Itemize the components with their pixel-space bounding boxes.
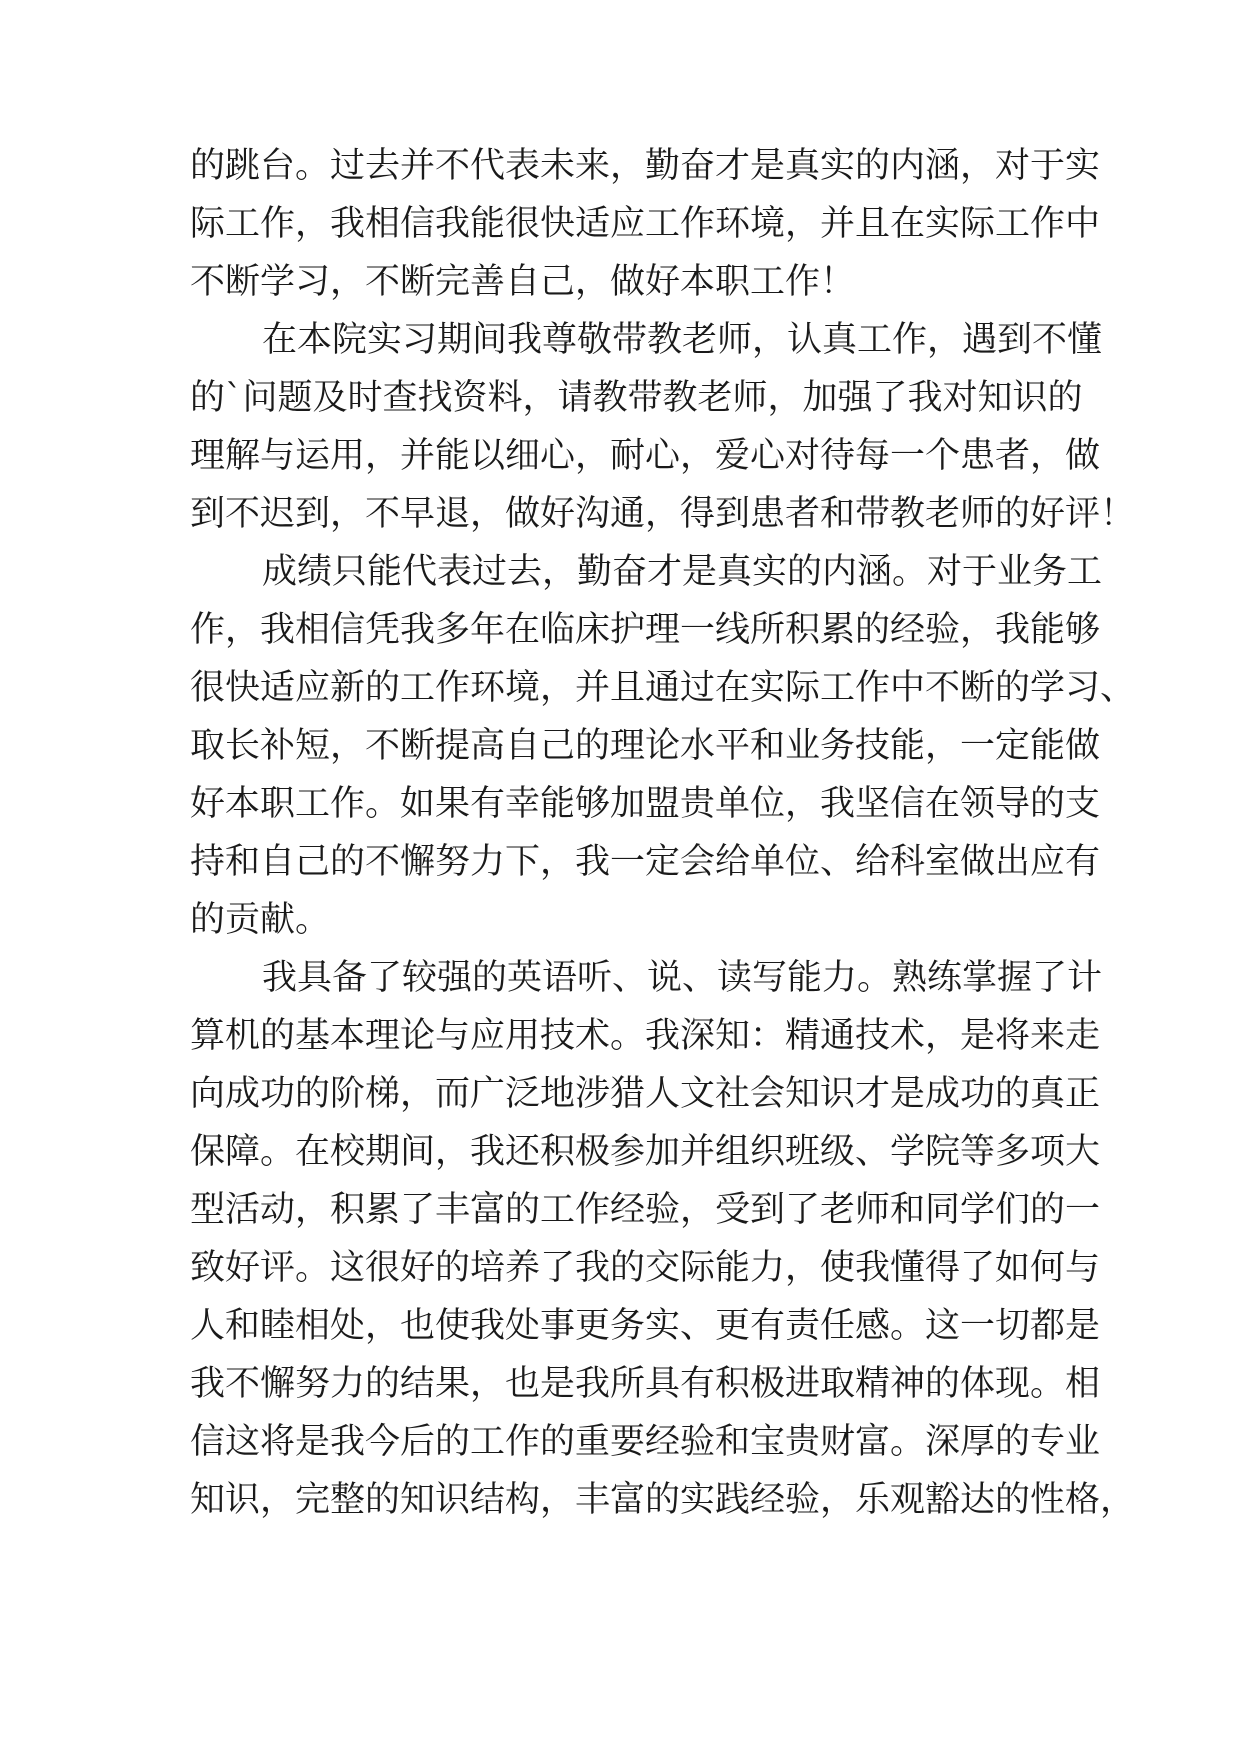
paragraph-first-line: 成绩只能代表过去，勤奋才是真实的内涵。对于业务工 — [262, 552, 1103, 592]
text-line: 到不迟到，不早退，做好沟通，得到患者和带教老师的好评！ — [190, 494, 1136, 534]
text-line: 很快适应新的工作环境，并且通过在实际工作中不断的学习、 — [190, 668, 1136, 708]
text-line: 的跳台。过去并不代表未来，勤奋才是真实的内涵，对于实 — [190, 146, 1101, 186]
text-line: 我不懈努力的结果，也是我所具有积极进取精神的体现。相 — [190, 1364, 1101, 1404]
text-line: 的`问题及时查找资料，请教带教老师，加强了我对知识的 — [190, 378, 1083, 418]
text-line: 的贡献。 — [190, 900, 331, 940]
paragraph-first-line: 在本院实习期间我尊敬带教老师，认真工作，遇到不懂 — [262, 320, 1103, 360]
text-line: 理解与运用，并能以细心，耐心，爱心对待每一个患者，做 — [190, 436, 1101, 476]
text-line: 取长补短，不断提高自己的理论水平和业务技能，一定能做 — [190, 726, 1101, 766]
text-line: 算机的基本理论与应用技术。我深知：精通技术，是将来走 — [190, 1016, 1101, 1056]
text-line: 际工作，我相信我能很快适应工作环境，并且在实际工作中 — [190, 204, 1101, 244]
text-line: 致好评。这很好的培养了我的交际能力，使我懂得了如何与 — [190, 1248, 1101, 1288]
text-line: 不断学习，不断完善自己，做好本职工作！ — [190, 262, 856, 302]
text-line: 信这将是我今后的工作的重要经验和宝贵财富。深厚的专业 — [190, 1422, 1101, 1462]
text-line: 型活动，积累了丰富的工作经验，受到了老师和同学们的一 — [190, 1190, 1101, 1230]
text-line: 持和自己的不懈努力下，我一定会给单位、给科室做出应有 — [190, 842, 1101, 882]
text-line: 好本职工作。如果有幸能够加盟贵单位，我坚信在领导的支 — [190, 784, 1101, 824]
text-line: 保障。在校期间，我还积极参加并组织班级、学院等多项大 — [190, 1132, 1101, 1172]
paragraph-first-line: 我具备了较强的英语听、说、读写能力。熟练掌握了计 — [262, 958, 1103, 998]
text-line: 向成功的阶梯，而广泛地涉猎人文社会知识才是成功的真正 — [190, 1074, 1101, 1114]
text-line: 作，我相信凭我多年在临床护理一线所积累的经验，我能够 — [190, 610, 1101, 650]
text-line: 人和睦相处，也使我处事更务实、更有责任感。这一切都是 — [190, 1306, 1101, 1346]
text-line: 知识，完整的知识结构，丰富的实践经验，乐观豁达的性格， — [190, 1480, 1136, 1520]
